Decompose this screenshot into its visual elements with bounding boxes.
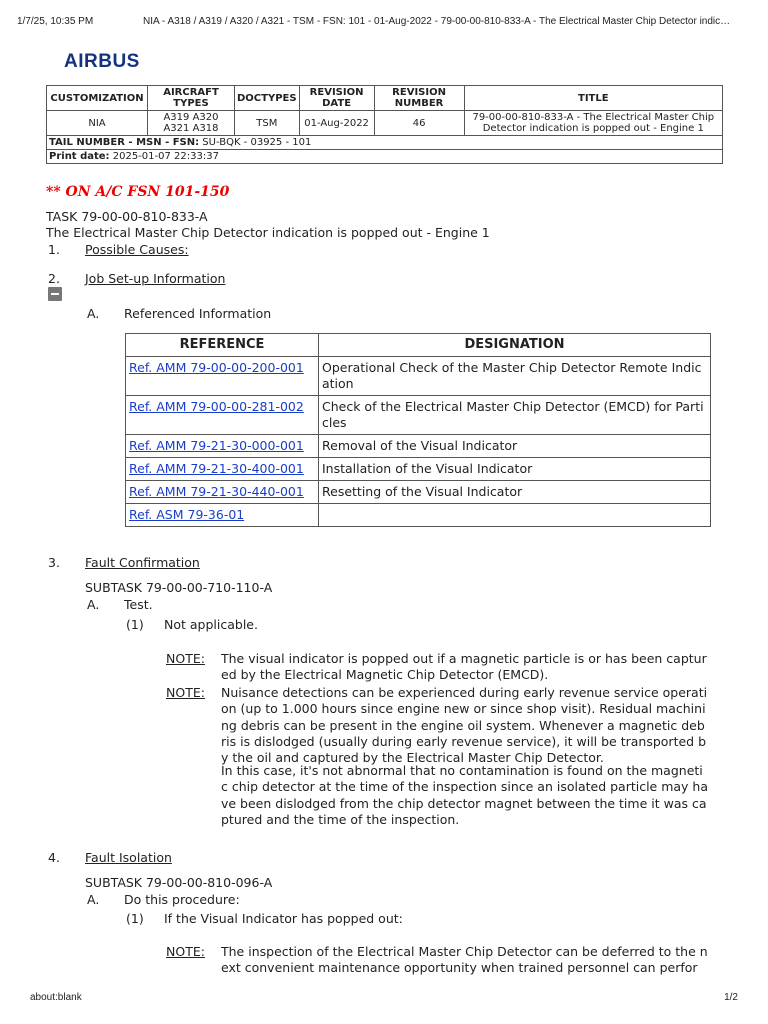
- table-row: [126, 396, 711, 435]
- page-number: 1/2: [724, 992, 738, 1003]
- table-row: [126, 435, 711, 458]
- meta-header-title: TITLE: [464, 86, 722, 111]
- ref-header-reference: REFERENCE: [126, 334, 319, 357]
- section-4a1-number: (1): [126, 911, 144, 926]
- section-4-number: 4.: [48, 850, 60, 865]
- meta-print-row: [47, 150, 723, 164]
- document-metadata-table: [46, 85, 723, 164]
- meta-doctypes: TSM: [235, 111, 300, 136]
- note-text: The inspection of the Electrical Master Chip Detector can be deferred to the next convenient maintenance opportunity when trained personnel can perfor: [221, 944, 708, 976]
- meta-revision-number: 46: [374, 111, 464, 136]
- section-2a-number: A.: [87, 306, 100, 321]
- ref-link[interactable]: Ref. AMM 79-00-00-281-002: [129, 399, 304, 414]
- section-3a-number: A.: [87, 597, 100, 612]
- ref-link[interactable]: Ref. AMM 79-00-00-200-001: [129, 360, 304, 375]
- section-4a-number: A.: [87, 892, 100, 907]
- meta-value-row: [47, 111, 723, 136]
- meta-header-customization: CUSTOMIZATION: [47, 86, 148, 111]
- meta-tail-row: [47, 136, 723, 150]
- note-text-continued: In this case, it's not abnormal that no contamination is found on the magnetic chip detector at the time of the inspection since an isolated particle may have been dislodged from the chip detector magnet between the time it was captured and the time of the inspection.: [221, 763, 709, 827]
- section-4a1-title: If the Visual Indicator has popped out:: [164, 911, 403, 926]
- section-2a-title: Referenced Information: [124, 306, 272, 321]
- tail-number-label: TAIL NUMBER - MSN - FSN:: [49, 137, 200, 148]
- note-text: The visual indicator is popped out if a magnetic particle is or has been captured by the Electrical Magnetic Chip Detector (EMCD).: [221, 651, 707, 683]
- section-3a1-number: (1): [126, 617, 144, 632]
- table-row: [126, 481, 711, 504]
- section-3-number: 3.: [48, 555, 60, 570]
- ref-link[interactable]: Ref. AMM 79-21-30-400-001: [129, 461, 304, 476]
- meta-header-revision-date: REVISION DATE: [299, 86, 374, 111]
- ref-designation: [319, 504, 711, 527]
- task-id: TASK 79-00-00-810-833-A: [46, 209, 208, 224]
- footer-url: about:blank: [30, 992, 82, 1003]
- meta-title: 79-00-00-810-833-A - The Electrical Master Chip Detector indication is popped out - Engine 1: [464, 111, 722, 136]
- section-3a1-title: Not applicable.: [164, 617, 258, 632]
- fsn-effectivity-banner: ** ON A/C FSN 101-150: [46, 184, 230, 200]
- section-1-number: 1.: [48, 242, 60, 257]
- tail-number-value: SU-BQK - 03925 - 101: [202, 137, 312, 148]
- print-datetime: 1/7/25, 10:35 PM: [17, 16, 94, 27]
- ref-header-row: [126, 334, 711, 357]
- meta-header-aircraft-types: AIRCRAFT TYPES: [148, 86, 235, 111]
- meta-revision-date: 01-Aug-2022: [299, 111, 374, 136]
- meta-header-revision-number: REVISION NUMBER: [374, 86, 464, 111]
- note-label: NOTE:: [166, 651, 205, 666]
- task-title: The Electrical Master Chip Detector indication is popped out - Engine 1: [46, 225, 490, 240]
- ref-designation: Operational Check of the Master Chip Detector Remote Indication: [319, 357, 711, 396]
- section-1-title: Possible Causes:: [85, 242, 189, 257]
- table-row: [126, 504, 711, 527]
- airbus-logo: AIRBUS: [64, 51, 140, 72]
- note-label: NOTE:: [166, 685, 205, 700]
- section-4-subtask: SUBTASK 79-00-00-810-096-A: [85, 875, 273, 890]
- section-3a-title: Test.: [124, 597, 153, 612]
- note-label: NOTE:: [166, 944, 205, 959]
- section-3-title: Fault Confirmation: [85, 555, 200, 570]
- ref-header-designation: DESIGNATION: [319, 334, 711, 357]
- ref-link[interactable]: Ref. AMM 79-21-30-000-001: [129, 438, 304, 453]
- print-date-value: 2025-01-07 22:33:37: [112, 151, 219, 162]
- ref-designation: Installation of the Visual Indicator: [319, 458, 711, 481]
- meta-aircraft-types: A319 A320 A321 A318: [148, 111, 235, 136]
- note-text: Nuisance detections can be experienced during early revenue service operation (up to 1.000 hours since engine new or since shop visit). Residual machining debris can be present in the engine oil system. Whenever a magnetic debris is dislodged (usually during early revenue service), it will be transported by the oil and captured by the Electrical Master Chip Detector.: [221, 685, 708, 766]
- ref-link[interactable]: Ref. AMM 79-21-30-440-001: [129, 484, 304, 499]
- section-4-title: Fault Isolation: [85, 850, 172, 865]
- ref-link[interactable]: Ref. ASM 79-36-01: [129, 507, 245, 522]
- ref-designation: Resetting of the Visual Indicator: [319, 481, 711, 504]
- collapse-icon[interactable]: [48, 287, 62, 301]
- referenced-information-table: [125, 333, 711, 527]
- ref-designation: Check of the Electrical Master Chip Detector (EMCD) for Particles: [319, 396, 711, 435]
- print-page-title: NIA - A318 / A319 / A320 / A321 - TSM - FSN: 101 - 01-Aug-2022 - 79-00-00-810-833-A - The Electrical Master Chip Detector indic…: [143, 16, 731, 27]
- table-row: [126, 458, 711, 481]
- ref-designation: Removal of the Visual Indicator: [319, 435, 711, 458]
- section-4a-title: Do this procedure:: [124, 892, 240, 907]
- meta-customization: NIA: [47, 111, 148, 136]
- meta-header-row: [47, 86, 723, 111]
- table-row: [126, 357, 711, 396]
- meta-header-doctypes: DOCTYPES: [235, 86, 300, 111]
- section-2-number: 2.: [48, 271, 60, 286]
- section-3-subtask: SUBTASK 79-00-00-710-110-A: [85, 580, 273, 595]
- section-2-title: Job Set-up Information: [85, 271, 226, 286]
- print-date-label: Print date:: [49, 151, 110, 162]
